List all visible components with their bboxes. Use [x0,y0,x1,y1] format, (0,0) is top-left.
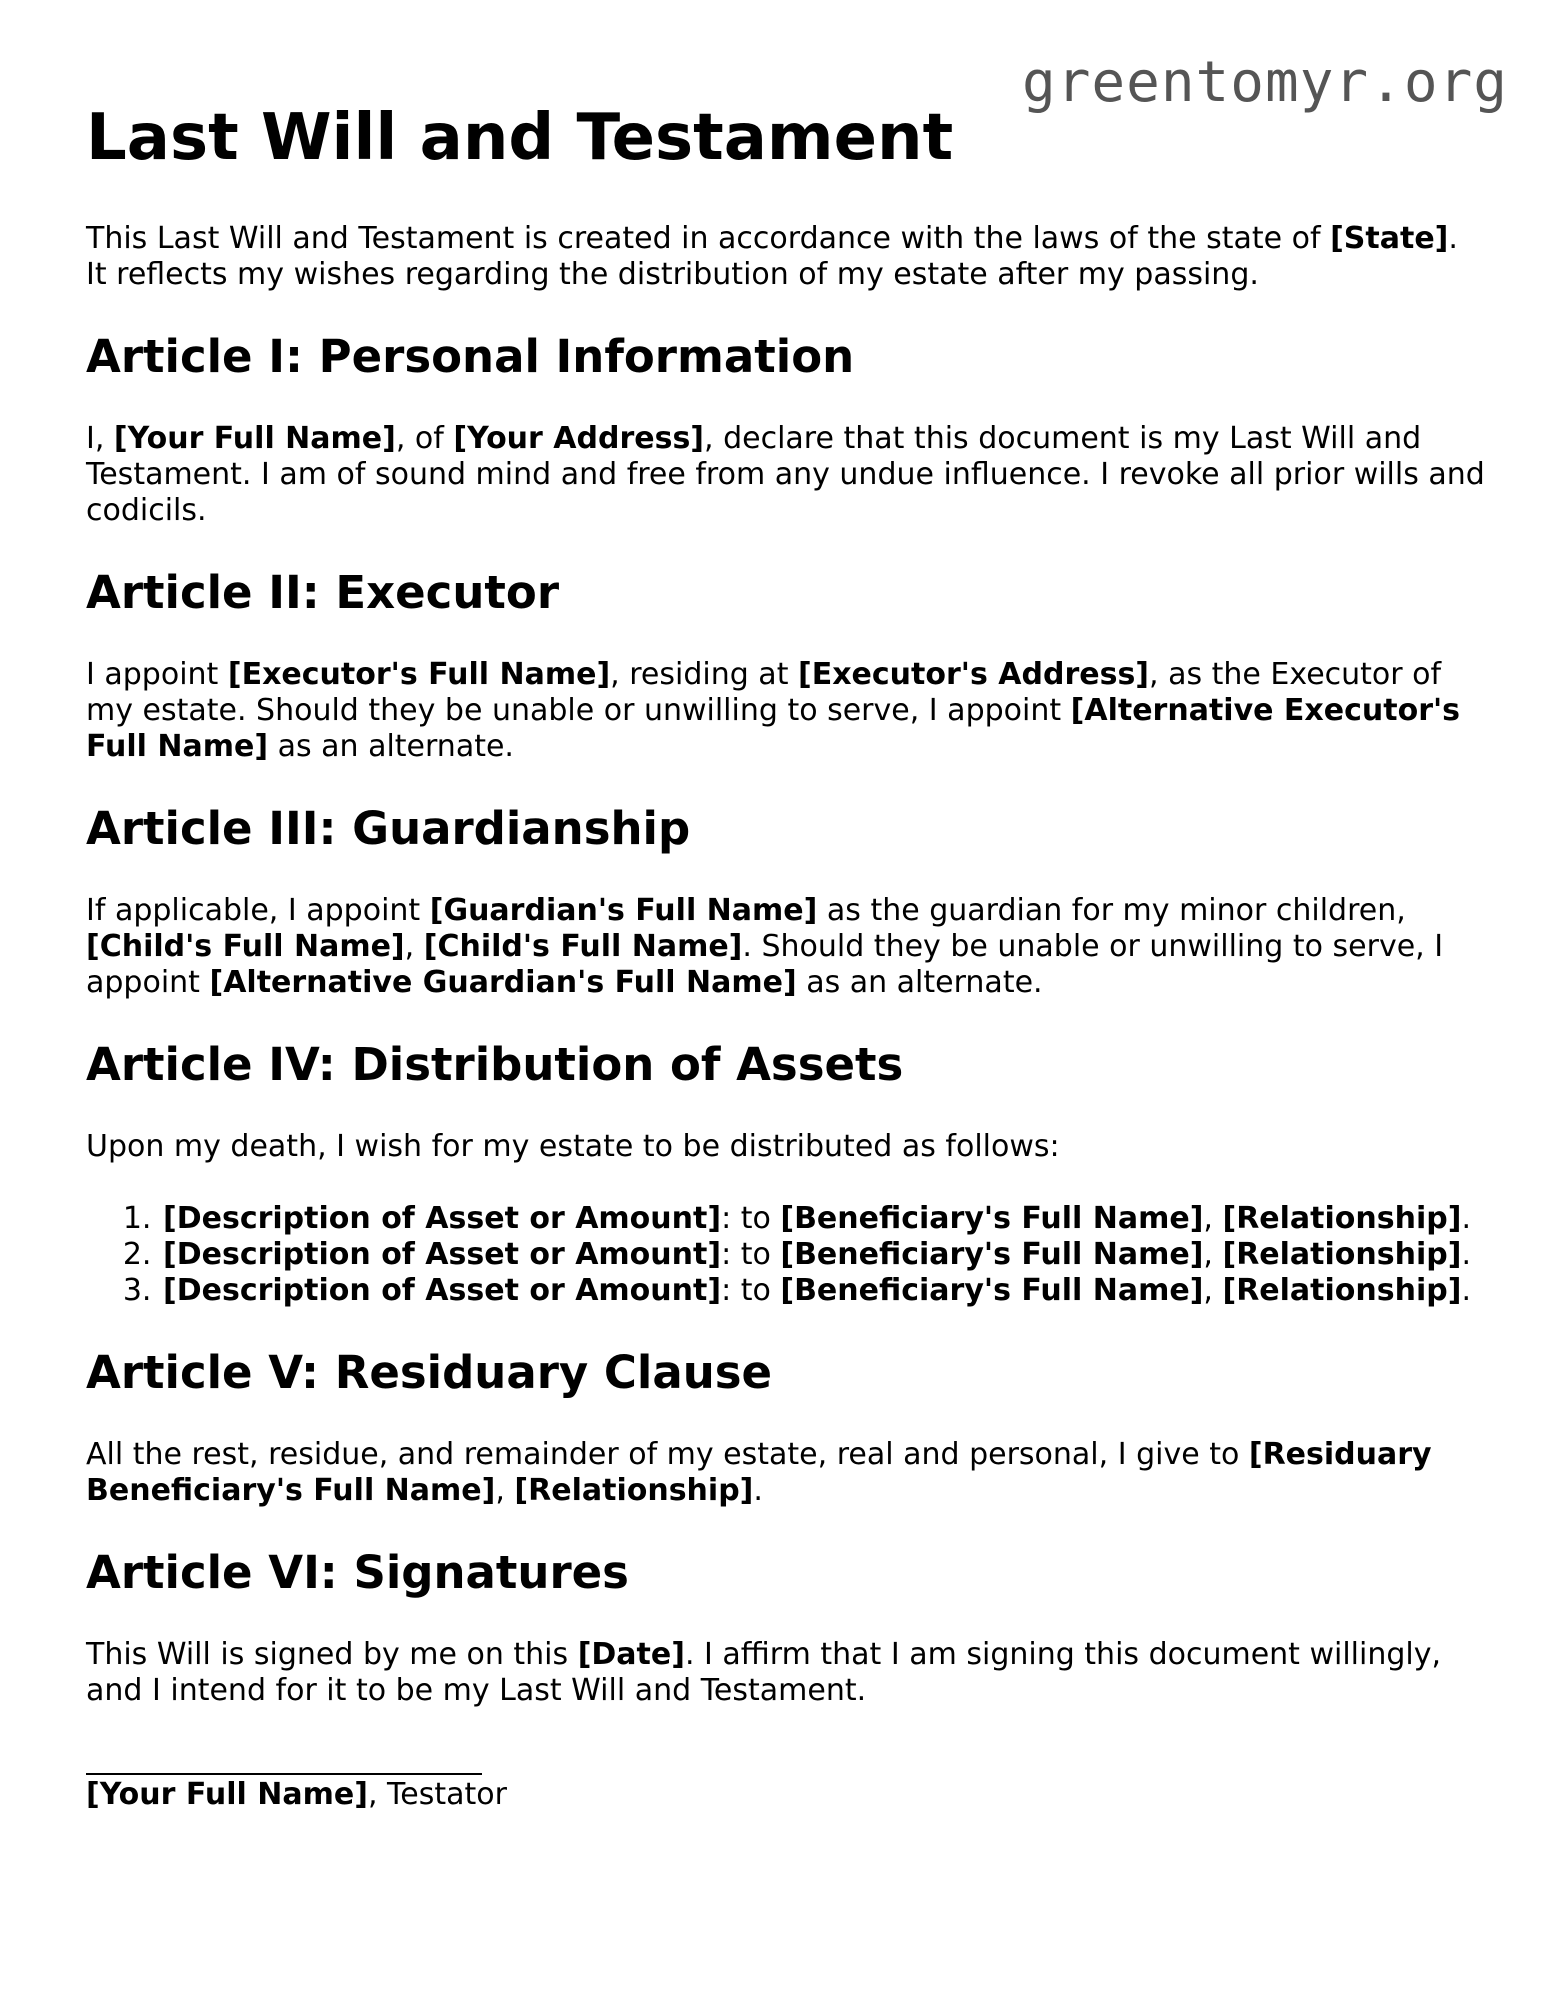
testator-name-placeholder: [Your Full Name] [113,420,396,456]
testator-address-placeholder: [Your Address] [453,420,705,456]
article-heading: Article VI: Signatures [86,1545,629,1599]
site-watermark: greentomyr.org [1021,50,1508,115]
article-paragraph [86,421,1486,529]
article-executor [86,566,1486,765]
relationship-placeholder: [Relationship] [1222,1200,1462,1236]
article-heading: Article I: Personal Information [86,329,855,383]
article-paragraph [86,657,1486,765]
text: , residing at [610,656,798,692]
text: , [1203,1272,1223,1308]
asset-list [86,1201,1486,1309]
text: as the guardian for my minor children, [817,892,1406,928]
signature-caption [86,1777,1486,1813]
relationship-placeholder: [Relationship] [514,1472,754,1508]
article-heading: Article IV: Distribution of Assets [86,1037,904,1091]
beneficiary-placeholder: [Beneficiary's Full Name] [780,1272,1204,1308]
article-distribution-of-assets [86,1038,1486,1309]
article-heading: Article V: Residuary Clause [86,1345,773,1399]
date-placeholder: [Date] [577,1636,685,1672]
text: All the rest, residue, and remainder of my estate, real and personal, I give to [86,1436,1249,1472]
text: : to [721,1236,781,1272]
article-paragraph [86,1637,1486,1709]
article-personal-information [86,330,1486,529]
will-document [86,100,1486,1813]
list-item [161,1201,1486,1237]
testator-name-placeholder: [Your Full Name] [86,1776,368,1812]
text: , Testator [367,1776,507,1812]
executor-address-placeholder: [Executor's Address] [798,656,1150,692]
alt-executor-placeholder: [Alternative Executor's Full Name] [86,692,1461,764]
asset-placeholder: [Description of Asset or Amount] [163,1236,722,1272]
article-residuary-clause [86,1346,1486,1509]
intro-paragraph [86,221,1486,293]
relationship-placeholder: [Relationship] [1222,1236,1462,1272]
text: , [404,928,424,964]
list-item [161,1273,1486,1309]
text: , of [395,420,454,456]
beneficiary-placeholder: [Beneficiary's Full Name] [780,1200,1204,1236]
text: , [1203,1236,1223,1272]
text: If applicable, I appoint [86,892,430,928]
text: : to [721,1272,781,1308]
text: . [1461,1200,1471,1236]
text: , as the Executor of my estate. Should they be unable or unwilling to serve, I appoint [86,656,1442,728]
article-paragraph [86,893,1486,1001]
residuary-beneficiary-placeholder: [Residuary Beneficiary's Full Name] [86,1436,1432,1508]
signature-line [86,1765,482,1775]
text: , [495,1472,515,1508]
article-paragraph [86,1437,1486,1509]
article-guardianship [86,802,1486,1001]
intro-text: . It reflects my wishes regarding the distribution of my estate after my passing. [86,220,1458,292]
article-heading: Article II: Executor [86,565,560,619]
article-heading: Article III: Guardianship [86,801,691,855]
text: , [1203,1200,1223,1236]
asset-placeholder: [Description of Asset or Amount] [163,1272,722,1308]
text: . Should they be unable or unwilling to serve, I appoint [86,928,1444,1000]
article-paragraph: Upon my death, I wish for my estate to be distributed as follows: [86,1128,1060,1164]
text: . [1461,1236,1471,1272]
text: . [1461,1272,1471,1308]
article-signatures [86,1546,1486,1709]
document-title: Last Will and Testament [86,101,954,175]
executor-name-placeholder: [Executor's Full Name] [227,656,611,692]
child-name-placeholder: [Child's Full Name] [86,928,405,964]
guardian-placeholder: [Guardian's Full Name] [429,892,818,928]
text: . [753,1472,763,1508]
text: This Will is signed by me on this [86,1636,578,1672]
text: . I affirm that I am signing this document willingly, and I intend for it to be my Last Will and Testament. [86,1636,1442,1708]
text: I, [86,420,114,456]
text: as an alternate. [796,964,1043,1000]
alt-guardian-placeholder: [Alternative Guardian's Full Name] [209,964,797,1000]
intro-text: This Last Will and Testament is created in accordance with the laws of the state of [86,220,1331,256]
asset-placeholder: [Description of Asset or Amount] [163,1200,722,1236]
child-name-placeholder: [Child's Full Name] [423,928,743,964]
text: I appoint [86,656,228,692]
text: , declare that this document is my Last Will and Testament. I am of sound mind and free from any undue influence. I revoke all prior wills and codicils. [86,420,1485,528]
beneficiary-placeholder: [Beneficiary's Full Name] [780,1236,1204,1272]
state-placeholder: [State] [1330,220,1449,256]
relationship-placeholder: [Relationship] [1222,1272,1462,1308]
text: as an alternate. [268,728,514,764]
text: : to [721,1200,781,1236]
list-item [161,1237,1486,1273]
